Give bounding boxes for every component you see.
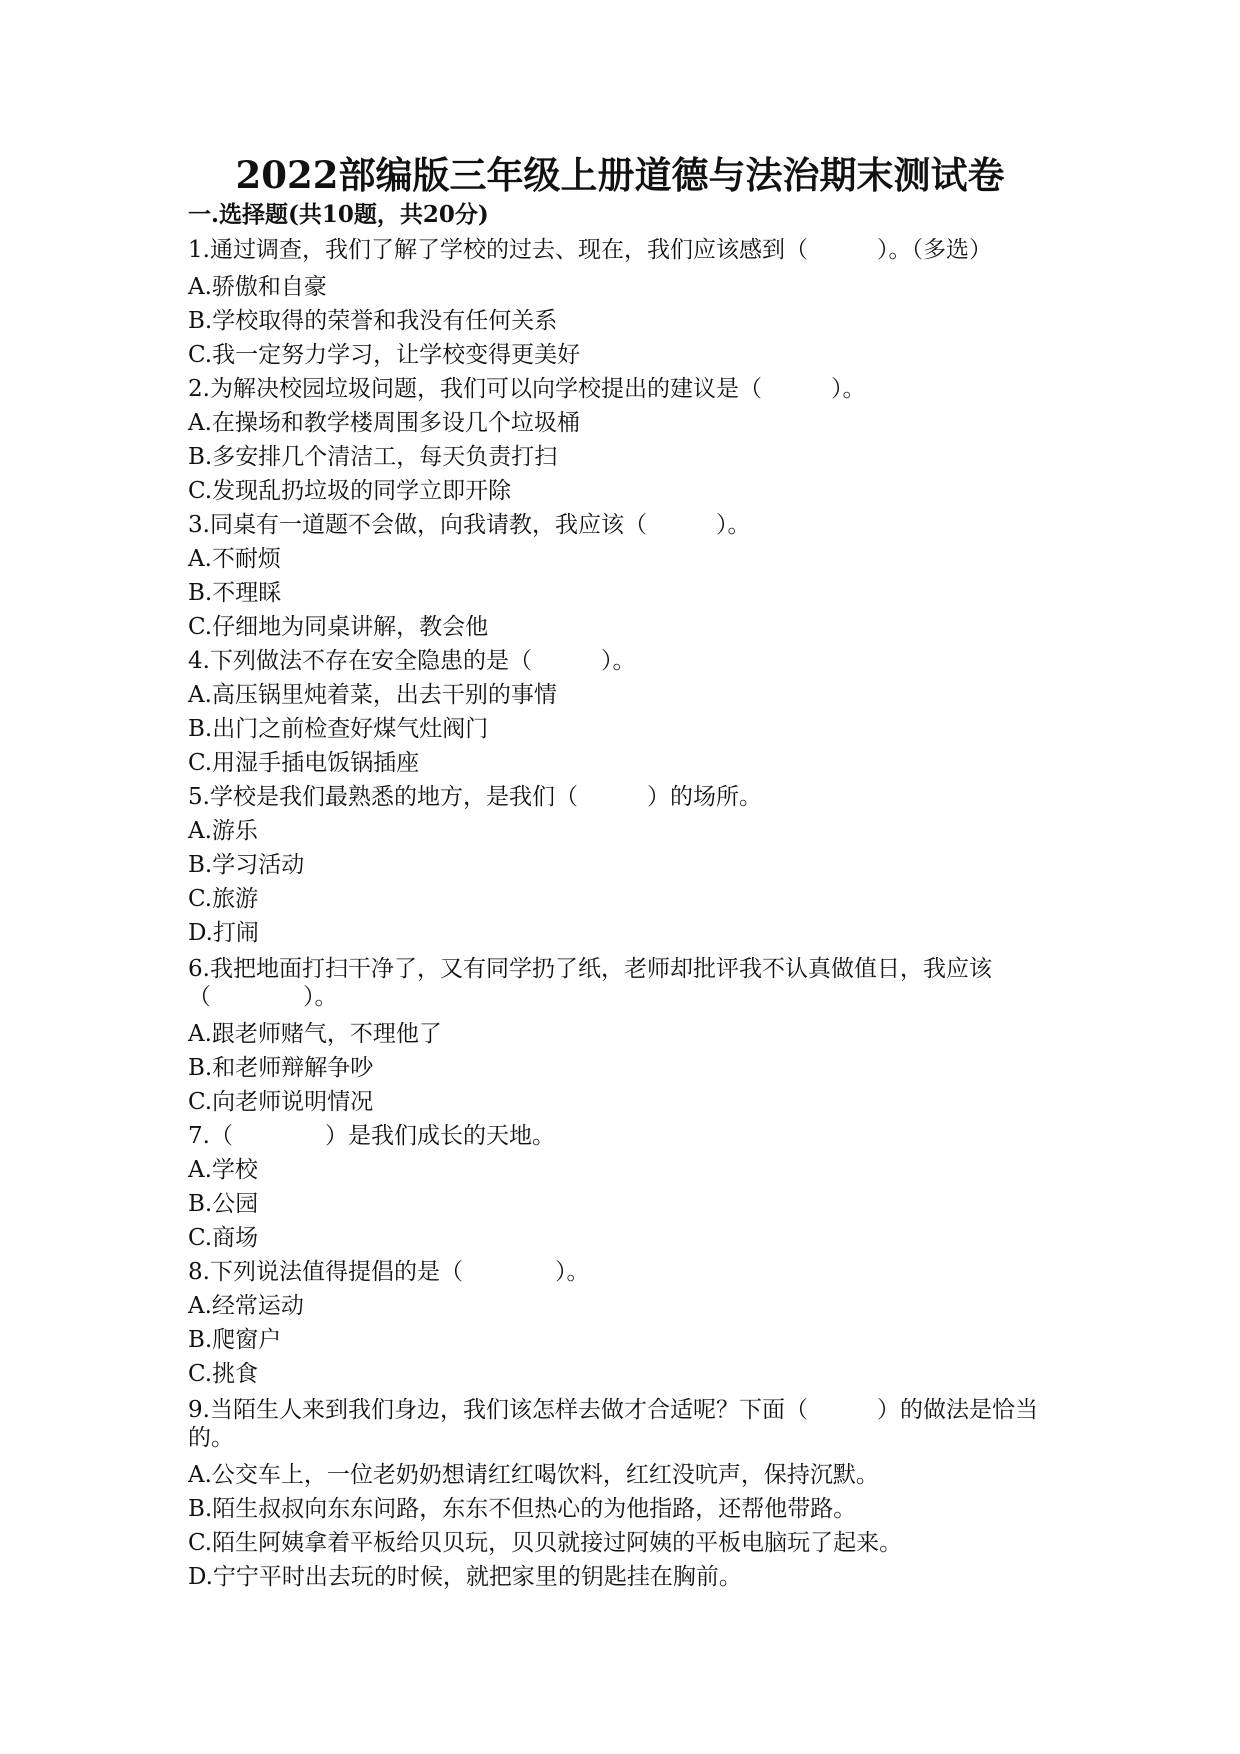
option-a: A.骄傲和自豪 bbox=[188, 274, 327, 300]
question-text: 1.通过调查，我们了解了学校的过去、现在，我们应该感到（ ）。（多选） bbox=[188, 237, 992, 263]
option-a: A.公交车上，一位老奶奶想请红红喝饮料，红红没吭声，保持沉默。 bbox=[188, 1462, 879, 1488]
option-a: A.经常运动 bbox=[188, 1293, 304, 1319]
option-a: A.游乐 bbox=[188, 818, 258, 844]
option-a: A.跟老师赌气，不理他了 bbox=[188, 1021, 442, 1047]
option-d: D.宁宁平时出去玩的时候，就把家里的钥匙挂在胸前。 bbox=[188, 1564, 742, 1590]
question-text: 7.（ ）是我们成长的天地。 bbox=[188, 1123, 555, 1149]
option-c: C.仔细地为同桌讲解，教会他 bbox=[188, 614, 489, 640]
question-text: 3.同桌有一道题不会做，向我请教，我应该（ ）。 bbox=[188, 512, 751, 538]
option-c: C.向老师说明情况 bbox=[188, 1089, 374, 1115]
question-text: 9.当陌生人来到我们身边，我们该怎样去做才合适呢？下面（ ）的做法是恰当的。 bbox=[188, 1397, 1038, 1451]
option-b: B.学校取得的荣誉和我没有任何关系 bbox=[188, 308, 558, 334]
option-b: B.出门之前检查好煤气灶阀门 bbox=[188, 716, 489, 742]
option-a: A.学校 bbox=[188, 1157, 258, 1183]
question-7 bbox=[188, 1119, 1068, 1255]
option-c: C.旅游 bbox=[188, 886, 259, 912]
question-6 bbox=[188, 955, 1068, 1119]
question-3 bbox=[188, 508, 1068, 644]
question-9 bbox=[188, 1396, 1068, 1594]
option-b: B.公园 bbox=[188, 1191, 259, 1217]
question-2 bbox=[188, 372, 1068, 508]
option-a: A.高压锅里炖着菜，出去干别的事情 bbox=[188, 682, 557, 708]
option-b: B.学习活动 bbox=[188, 852, 305, 878]
question-5 bbox=[188, 780, 1068, 950]
option-c: C.我一定努力学习，让学校变得更美好 bbox=[188, 342, 581, 368]
option-d: D.打闹 bbox=[188, 920, 259, 946]
question-text: 8.下列说法值得提倡的是（ ）。 bbox=[188, 1259, 590, 1285]
exam-content bbox=[188, 198, 1068, 1594]
question-1 bbox=[188, 236, 1068, 372]
exam-title: 2022部编版三年级上册道德与法治期末测试卷 bbox=[235, 153, 1005, 197]
option-c: C.发现乱扔垃圾的同学立即开除 bbox=[188, 478, 512, 504]
option-b: B.不理睬 bbox=[188, 580, 282, 606]
option-b: B.爬窗户 bbox=[188, 1327, 282, 1353]
option-b: B.和老师辩解争吵 bbox=[188, 1055, 374, 1081]
question-4 bbox=[188, 644, 1068, 780]
option-a: A.在操场和教学楼周围多设几个垃圾桶 bbox=[188, 410, 580, 436]
option-b: B.多安排几个清洁工，每天负责打扫 bbox=[188, 444, 558, 470]
section-header: 一.选择题(共10题，共20分) bbox=[188, 201, 489, 228]
question-8 bbox=[188, 1255, 1068, 1391]
question-text: 2.为解决校园垃圾问题，我们可以向学校提出的建议是（ ）。 bbox=[188, 376, 866, 402]
option-c: C.陌生阿姨拿着平板给贝贝玩，贝贝就接过阿姨的平板电脑玩了起来。 bbox=[188, 1530, 903, 1556]
option-c: C.商场 bbox=[188, 1225, 259, 1251]
question-text: 4.下列做法不存在安全隐患的是（ ）。 bbox=[188, 648, 636, 674]
question-text: 5.学校是我们最熟悉的地方，是我们（ ）的场所。 bbox=[188, 784, 762, 810]
option-b: B.陌生叔叔向东东问路，东东不但热心的为他指路，还帮他带路。 bbox=[188, 1496, 857, 1522]
option-a: A.不耐烦 bbox=[188, 546, 281, 572]
question-text: 6.我把地面打扫干净了，又有同学扔了纸，老师却批评我不认真做值日，我应该（ ）。 bbox=[188, 956, 992, 1010]
option-c: C.挑食 bbox=[188, 1361, 259, 1387]
option-c: C.用湿手插电饭锅插座 bbox=[188, 750, 420, 776]
